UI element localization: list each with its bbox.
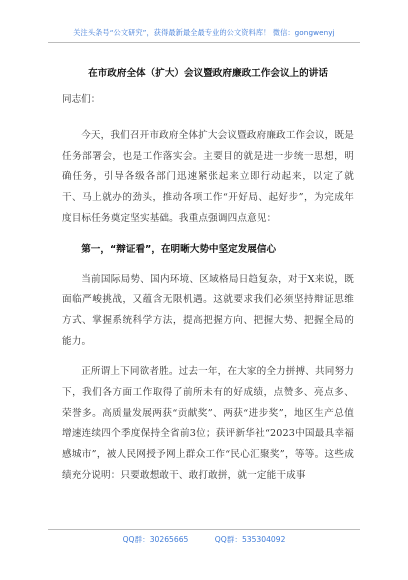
header-divider: [48, 42, 360, 43]
section-1-heading: 第一，“辩证看”，在明晰大势中坚定发展信心: [81, 243, 277, 255]
section-1-paragraph-2: 正所谓上下同欲者胜。过去一年，在大家的全力拼搏、共同努力下，我们各方面工作取得了前所未有的好成绩，点赞多、亮点多、荣誉多。高质量发展两获“贡献奖”、两获“进步奖”，地区生产总值增速连续四个季度保持全省前3位；获评新华社“2023中国最具幸福感城市”，被人民网授予网上群众工作“民心汇聚奖”，等等。这些成绩充分说明：只要敢想敢干、敢打敢拼，就一定能干成事: [62, 366, 355, 481]
footer-divider: [48, 529, 360, 530]
header-banner: 关注头条号“公文研究”，获得最新最全最专业的公文资料库！ 微信：gongwenyj: [73, 28, 335, 37]
document-title: 在市政府全体（扩大）会议暨政府廉政工作会议上的讲话: [88, 68, 328, 79]
footer-qq-group-1: QQ群：30265665: [122, 535, 189, 544]
section-1-paragraph-1: 当前国际局势、国内环境、区域格局日趋复杂，对于X来说，既面临严峻挑战，又蕴含无限机遇。这就要求我们必须坚持辩证思维方式、掌握系统科学方法，提高把握方向、把握大势、把握全局的能力。: [62, 273, 354, 347]
footer: [0, 534, 408, 545]
salutation: 同志们：: [62, 94, 101, 105]
document-body: [62, 64, 354, 487]
footer-qq-group-2: QQ群：535304092: [214, 535, 286, 544]
intro-paragraph: 今天，我们召开市政府全体扩大会议暨政府廉政工作会议，既是任务部署会，也是工作落实会。主要目的就是进一步统一思想，明确任务，引导各级各部门迅速紧张起来立即行动起来，以定了就干、马上就办的劲头，推动各项工作“开好局、起好步”，为完成年度目标任务奠定坚实基础。我重点强调四点意见：: [62, 130, 355, 224]
